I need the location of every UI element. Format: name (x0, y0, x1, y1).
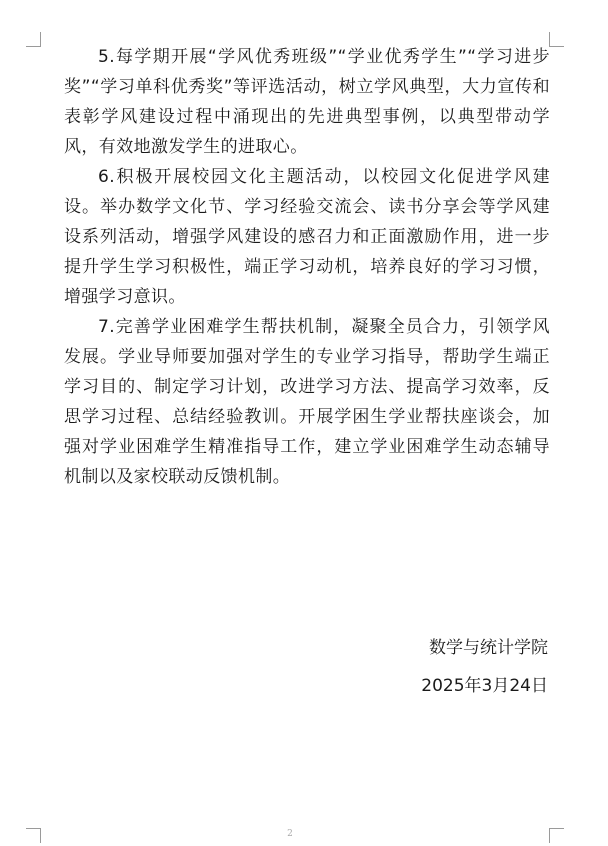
document-body (64, 42, 550, 492)
signature-organization: 数学与统计学院 (429, 638, 548, 658)
paragraph-item-5: 5.每学期开展“学风优秀班级”“学业优秀学生”“学习进步奖”“学习单科优秀奖”等评选活动，树立学风典型，大力宣传和表彰学风建设过程中涌现出的先进典型事例，以典型带动学风，有效地激发学生的进取心。 (64, 47, 550, 157)
margin-corner-mark (549, 32, 564, 47)
margin-corner-mark (26, 32, 41, 47)
paragraph-item-7: 7.完善学业困难学生帮扶机制，凝聚全员合力，引领学风发展。学业导师要加强对学生的专业学习指导，帮助学生端正学习目的、制定学习计划，改进学习方法、提高学习效率，反思学习过程、总结经验教训。开展学困生学业帮扶座谈会，加强对学业困难学生精准指导工作，建立学业困难学生动态辅导机制以及家校联动反馈机制。 (64, 317, 550, 487)
page-number: 2 (287, 829, 293, 839)
paragraph-item-6: 6.积极开展校园文化主题活动，以校园文化促进学风建设。举办数学文化节、学习经验交流会、读书分享会等学风建设系列活动，增强学风建设的感召力和正面激励作用，进一步提升学生学习积极性，端正学习动机，培养良好的学习习惯，增强学习意识。 (64, 167, 550, 307)
signature-date: 2025年3月24日 (421, 676, 548, 696)
